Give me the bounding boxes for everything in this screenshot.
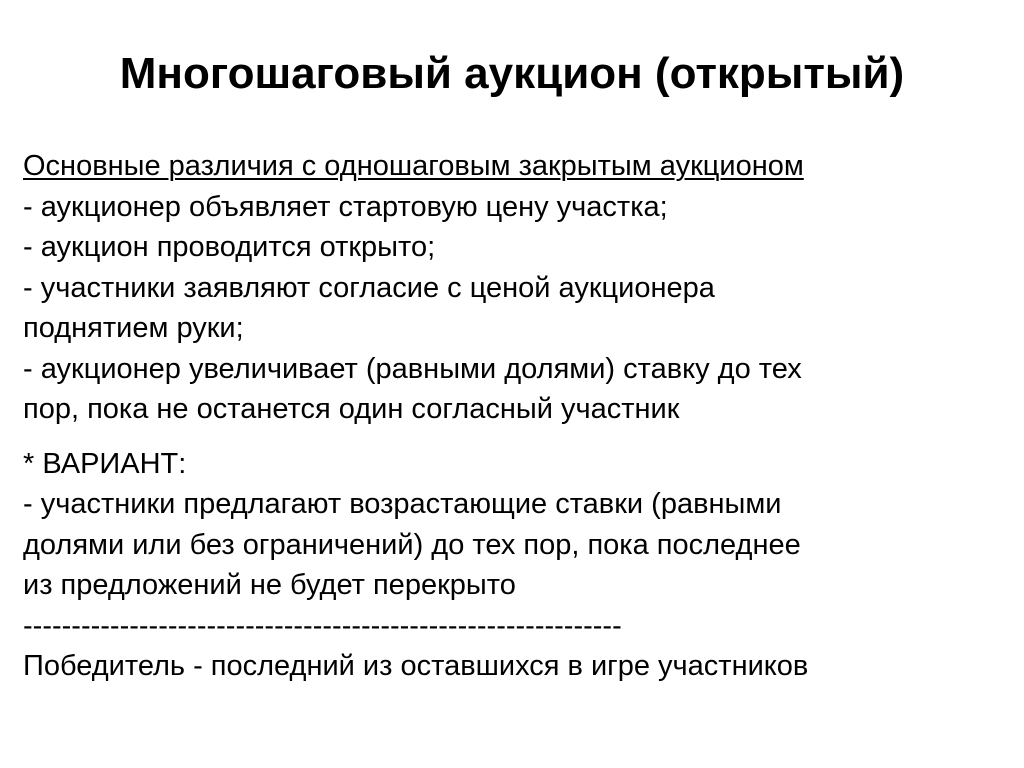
- difference-line: пор, пока не останется один согласный участник: [23, 393, 680, 425]
- section-spacer: [23, 430, 1003, 444]
- slide-title: Многошаговый аукцион (открытый): [119, 49, 905, 98]
- difference-line: - аукционер объявляет стартовую цену участка;: [23, 190, 668, 223]
- difference-line: - аукцион проводится открыто;: [23, 231, 436, 263]
- winner-text: Победитель - последний из оставшихся в игре участников: [23, 650, 809, 682]
- difference-line: - участники заявляют согласие с ценой аукционера: [23, 271, 715, 304]
- slide-body: [23, 146, 1003, 687]
- variant-line: долями или без ограничений) до тех пор, пока последнее: [23, 528, 801, 561]
- variant-line: из предложений не будет перекрыто: [23, 569, 516, 601]
- difference-line: - аукционер увеличивает (равными долями) ставку до тех: [23, 352, 802, 385]
- variant-heading: * ВАРИАНТ:: [23, 447, 187, 480]
- difference-line: поднятием руки;: [23, 312, 244, 344]
- separator-line: --------------------------------------------------------------: [23, 609, 622, 642]
- variant-line: - участники предлагают возрастающие ставки (равными: [23, 488, 782, 520]
- differences-heading: Основные различия с одношаговым закрытым аукционом: [23, 150, 804, 182]
